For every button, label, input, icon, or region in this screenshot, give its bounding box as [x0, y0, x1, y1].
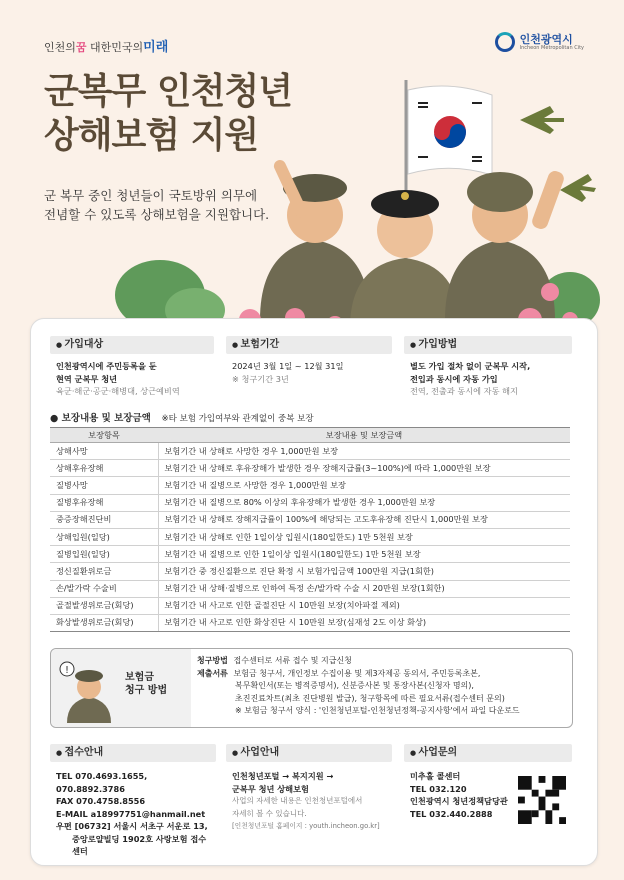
reception-heading: ● 접수안내 — [50, 744, 216, 762]
eligibility-section — [50, 336, 214, 398]
claim-key-docs: 제출서류 — [197, 668, 228, 678]
coverage-desc: 보험기간 내 상해로 인한 1일이상 입원시(180일한도) 1만 5천원 보장 — [158, 528, 570, 545]
coverage-item: 질병후유장해 — [50, 494, 158, 511]
coverage-desc: 보험기간 내 상해로 사망한 경우 1,000만원 보장 — [158, 443, 570, 460]
city-emblem-icon — [495, 32, 515, 52]
reception-tel: TEL 070.4693.1655, 070.8892.3786 — [56, 771, 148, 794]
coverage-heading: 보장내용 및 보장금액 — [61, 413, 151, 424]
fighter-jet-icon — [520, 106, 564, 134]
soldiers-illustration — [100, 70, 600, 330]
inquiry-line-2: TEL 032.120 — [410, 783, 467, 794]
coverage-item: 상해후유장해 — [50, 460, 158, 477]
coverage-row — [50, 460, 570, 477]
logo-incheon-dream — [44, 36, 168, 55]
business-line-4: 자세히 볼 수 있습니다. — [232, 808, 307, 818]
coverage-row — [50, 511, 570, 528]
coverage-item: 골절발생위로금(회당) — [50, 597, 158, 614]
eligibility-line-3: 육군·해군·공군·해병대, 상근예비역 — [56, 386, 180, 396]
reception-fax: FAX 070.4758.8556 — [56, 796, 146, 806]
soldier-left — [260, 158, 370, 320]
reception-email[interactable]: E-MAIL a18997751@hanmail.net — [56, 808, 206, 819]
coverage-item: 상해사망 — [50, 443, 158, 460]
fighter-jet-icon-2 — [560, 174, 596, 202]
coverage-item: 손/발가락 수술비 — [50, 580, 158, 597]
logo-left-mid: 대한민국의 — [90, 41, 144, 54]
business-section — [226, 744, 392, 833]
eligibility-line-1: 인천광역시에 주민등록을 둔 — [56, 361, 157, 371]
inquiry-line-3: 인천광역시 청년정책담당관 — [410, 796, 508, 806]
city-name-en: Incheon Metropolitan City — [519, 44, 584, 51]
svg-text:!: ! — [64, 665, 70, 676]
claim-title-2: 청구 방법 — [125, 685, 168, 696]
eligibility-heading: ● 가입대상 — [50, 336, 214, 354]
method-heading: ● 가입방법 — [404, 336, 572, 354]
coverage-desc: 보험기간 내 사고로 인한 골절진단 시 10만원 보장(치아파절 제외) — [158, 597, 570, 614]
claim-val-docs-2: 복무확인서(또는 병적증명서), 신분증사본 및 통장사본(신청자 명의), — [235, 681, 474, 690]
coverage-desc: 보험기간 중 정신질환으로 진단 확정 시 보험가입금액 100만원 지급(1회한) — [158, 563, 570, 580]
subtitle-line-2: 전념할 수 있도록 상해보험을 지원합니다. — [44, 207, 270, 222]
coverage-row — [50, 614, 570, 631]
subtitle-line-1: 군 복무 중인 청년들이 국토방위 의무에 — [44, 188, 258, 203]
claim-box — [50, 648, 573, 728]
coverage-desc: 보험기간 내 상해로 장해지급률이 100%에 해당되는 고도후유장해 진단시 1,000만원 보장 — [158, 511, 570, 528]
period-line-2: ※ 청구기간 3년 — [232, 373, 289, 384]
period-line-1: 2024년 3월 1일 ~ 12월 31일 — [232, 361, 344, 371]
coverage-table-wrap — [50, 427, 570, 632]
reception-addr-2: 중앙로얄빌딩 1902호 사랑보험 접수센터 — [72, 833, 207, 856]
method-line-1: 별도 가입 절차 없이 군복무 시작, — [410, 361, 531, 371]
claim-val-docs-3: 초진진료차트(최초 진단병원 발급), 청구항목에 따른 필요서류(접수센터 문의) — [235, 693, 505, 703]
reception-addr-1: 우편 [06732] 서울시 서초구 서운로 13, — [56, 821, 208, 831]
claim-form-note: ※ 보험금 청구서 양식 : '인천청년포털-인천청년정책-공지사항'에서 파일 다운로드 — [235, 706, 520, 715]
city-name: 인천광역시 — [519, 32, 573, 46]
title-line-1: 군복무 인천청년 — [44, 71, 292, 112]
claim-val-docs-1: 보험금 청구서, 개인정보 수집이용 및 제3자제공 동의서, 주민등록초본, — [233, 668, 481, 678]
claim-key-method: 청구방법 — [197, 656, 228, 665]
coverage-desc: 보험기간 내 상해·질병으로 인하여 특정 손/발가락 수술 시 20만원 보장(1회한) — [158, 580, 570, 597]
reception-section — [50, 744, 216, 858]
business-line-3: 사업의 자세한 내용은 인천청년포털에서 — [232, 796, 363, 805]
coverage-item: 상해입원(일당) — [50, 528, 158, 545]
coverage-row — [50, 477, 570, 494]
coverage-item: 정신질환위로금 — [50, 563, 158, 580]
coverage-item: 질병사망 — [50, 477, 158, 494]
logo-left-prefix: 인천의 — [44, 41, 76, 54]
coverage-heading-row: ● 보장내용 및 보장금액 ※타 보험 가입여부와 관계없이 중복 보장 — [50, 413, 314, 424]
coverage-desc: 보험기간 내 사고로 인한 화상진단 시 10만원 보장(심재성 2도 이상 화상) — [158, 614, 570, 631]
business-portal-link[interactable]: [인천청년포털 홈페이지 : youth.incheon.go.kr] — [232, 822, 380, 830]
claim-title — [125, 671, 167, 697]
claim-title-1: 보험금 — [125, 672, 154, 683]
logo-left-dream: 꿈 — [75, 41, 87, 54]
business-line-2: 군복무 청년 상해보험 — [232, 783, 309, 794]
coverage-row — [50, 443, 570, 460]
inquiry-heading: ● 사업문의 — [404, 744, 572, 762]
coverage-desc: 보험기간 내 상해로 후유장해가 발생한 경우 장해지급률(3~100%)에 따라 1,000만원 보장 — [158, 460, 570, 477]
coverage-row — [50, 494, 570, 511]
coverage-item: 화상발생위로금(회당) — [50, 614, 158, 631]
coverage-desc: 보험기간 내 질병으로 사망한 경우 1,000만원 보장 — [158, 477, 570, 494]
coverage-row — [50, 563, 570, 580]
claim-details — [197, 655, 571, 718]
method-line-3: 전역, 전출과 동시에 자동 해지 — [410, 386, 518, 396]
inquiry-line-1: 미추홀 콜센터 — [410, 771, 461, 781]
coverage-note: ※타 보험 가입여부와 관계없이 중복 보장 — [161, 414, 314, 424]
coverage-col-item: 보장항목 — [50, 428, 158, 443]
coverage-row — [50, 597, 570, 614]
soldier-avatar-icon — [59, 661, 115, 723]
logo-left-future: 미래 — [143, 40, 169, 55]
coverage-col-desc: 보장내용 및 보장금액 — [158, 428, 570, 443]
coverage-table — [50, 427, 570, 632]
period-heading: ● 보험기간 — [226, 336, 392, 354]
business-line-1: 인천청년포털 → 복지지원 → — [232, 771, 334, 781]
coverage-row — [50, 546, 570, 563]
incheon-city-logo — [495, 32, 584, 52]
coverage-desc: 보험기간 내 질병으로 인한 1일이상 입원시(180일한도) 1만 5천원 보장 — [158, 546, 570, 563]
business-heading: ● 사업안내 — [226, 744, 392, 762]
coverage-row — [50, 528, 570, 545]
method-line-2: 전입과 동시에 자동 가입 — [410, 373, 498, 384]
method-section — [404, 336, 572, 398]
inquiry-line-4: TEL 032.440.2888 — [410, 808, 493, 819]
coverage-item: 중증장해진단비 — [50, 511, 158, 528]
coverage-row — [50, 580, 570, 597]
claim-val-method: 접수센터로 서류 접수 및 지급신청 — [233, 656, 352, 665]
soldier-middle — [350, 190, 460, 328]
title-line-2: 상해보험 지원 — [44, 115, 259, 156]
period-section — [226, 336, 392, 385]
eligibility-line-2: 현역 군복무 청년 — [56, 373, 118, 384]
qr-code-icon[interactable] — [518, 776, 566, 824]
coverage-item: 질병입원(일당) — [50, 546, 158, 563]
coverage-desc: 보험기간 내 질병으로 80% 이상의 후유장해가 발생한 경우 1,000만원 보장 — [158, 494, 570, 511]
